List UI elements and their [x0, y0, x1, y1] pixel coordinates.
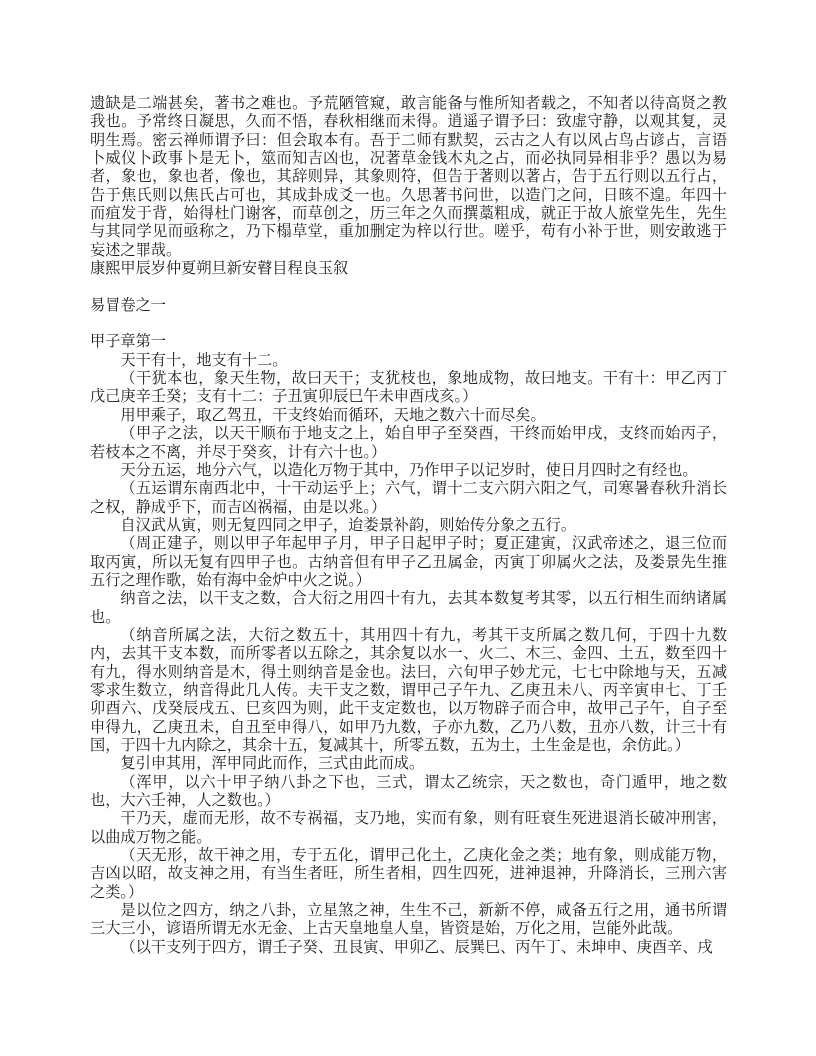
main-passage-4: 自汉武从寅，则无复四同之甲子，迨娄景补韵，则始传分象之五行。 — [120, 516, 577, 534]
commentary-6: （浑甲，以六十甲子纳八卦之下也，三式，谓太乙统宗，天之数也，奇门遁甲，地之数也，大六壬神，人之数也。） — [90, 773, 727, 810]
main-passage-3: 天分五运，地分六气，以造化万物于其中，乃作甲子以记岁时，使日月四时之有经也。 — [120, 461, 698, 479]
main-passage-1: 天干有十，地支有十二。 — [120, 351, 288, 369]
commentary-2: （甲子之法，以天干顺布于地支之上，始自甲子至癸酉，干终而始甲戌，支终而始丙子，若枝本之不离，并尽于癸亥，计有六十也。） — [90, 425, 727, 461]
commentary-1: （干犹本也，象天生物，故曰天干；支犹枝也，象地成物，故曰地支。干有十：甲乙丙丁戊己庚辛壬癸；支有十二：子丑寅卯辰巳午未申酉戌亥。） — [90, 370, 727, 406]
commentary-4: （周正建子，则以甲子年起甲子月，甲子日起甲子时；夏正建寅，汉武帝述之，退三位而取丙寅，所以无复有四甲子也。古纳音但有甲子乙丑属金，丙寅丁卯属火之法，及娄景先生推五行之理作歌，始有海中金炉中火之说。） — [90, 535, 727, 589]
text-block — [90, 95, 727, 957]
preface-body-paragraph: 遗缺是二端甚矣，著书之难也。予荒陋管窥，敢言能备与惟所知者载之，不知者以待高贤之教我也。予常终日凝思，久而不悟，春秋相继而未得。逍遥子谓予曰：致虚守静，以观其复，灵明生焉。密云禅师谓予曰：但会取本有。吾于二师有默契，云古之人有以风占鸟占谚占，言语卜威仪卜政事卜是无卜，筮而知吉凶也，况著草金钱木丸之占，而必执同异相非乎？愚以为易者，象也，象也者，像也，其辞则异，其象则符，但告于著则以著占，告于五行则以五行占，告于焦氏则以焦氏占可也，其成卦成爻一也。久思著书问世，以造门之问，日晐不遑。年四十而疽发于背，始得杜门谢客，而草创之，历三年之久而撰藁粗成，就正于故人旅堂先生，先生与其同学见而亟称之，乃下榻草堂，重加删定为梓以行世。嗟乎，苟有小补于世，则安敢逃于妄述之罪哉。 — [90, 95, 727, 259]
main-passage-2: 用甲乘子，取乙驾丑，干支终始而循环，天地之数六十而尽矣。 — [120, 406, 546, 424]
volume-title: 易冒卷之一 — [90, 296, 166, 314]
main-passage-6: 复引申其用，浑甲同此而作，三式由此而成。 — [120, 755, 425, 773]
commentary-7: （天无形，故干神之用，专于五化，谓甲己化土，乙庚化金之类；地有象，则成能万物，吉凶以昭，故支神之用，有当生者旺，所生者相，四生四死，进神退神，升降消长，三刑六害之类。） — [90, 847, 727, 901]
commentary-3: （五运谓东南西北中，十干动运乎上；六气，谓十二支六阴六阳之气，司寒暑春秋升消长之权，静成乎下，而吉凶祸福，由是以兆。） — [90, 480, 727, 516]
commentary-5: （纳音所属之法，大衍之数五十，其用四十有九，考其干支所属之数几何，于四十九数内，去其干支本数，而所零者以五除之，其余复以水一、火二、木三、金四、土五，数至四十有九，得水则纳音是木，得土则纳音是金也。法曰，六旬甲子妙尤元，七七中除地与天，五减零求生数立，纳音得此几人传。夫干支之数，谓甲己子午九、乙庚丑未八、丙辛寅申七、丁壬卯酉六、戊癸辰戌五、巳亥四为则，此干支定数也，以万物辟子而合申，故甲己子午，自子至申得九，乙庚丑未，自丑至申得八，如甲乃九数，子亦九数，乙乃八数，丑亦八数，计三十有国，于四十九内除之，其余十五，复减其十，所零五数，五为土，土生金是也，余仿此。） — [90, 626, 727, 754]
preface-signature: 康熙甲辰岁仲夏朔旦新安瞽目程良玉叙 — [90, 260, 349, 278]
main-passage-8: 是以位之四方，纳之八卦，立星煞之神，生生不己，新新不停，咸备五行之用，通书所谓三大三小，谚语所谓无水无金、上古天皇地皇人皇，皆资是始，万化之用，岂能外此哉。 — [90, 902, 727, 938]
commentary-8: （以干支列于四方，谓壬子癸、丑艮寅、甲卯乙、辰巽巳、丙午丁、未坤申、庚酉辛、戌 — [120, 938, 713, 956]
main-passage-7: 干乃天，虚而无形，故不专祸福，支乃地，实而有象，则有旺衰生死进退消长破冲刑害，以曲成万物之能。 — [90, 810, 727, 846]
main-passage-5: 纳音之法，以干支之数，合大衍之用四十有九，去其本数复考其零，以五行相生而纳诸属也。 — [90, 590, 727, 626]
chapter-title: 甲子章第一 — [90, 333, 166, 351]
